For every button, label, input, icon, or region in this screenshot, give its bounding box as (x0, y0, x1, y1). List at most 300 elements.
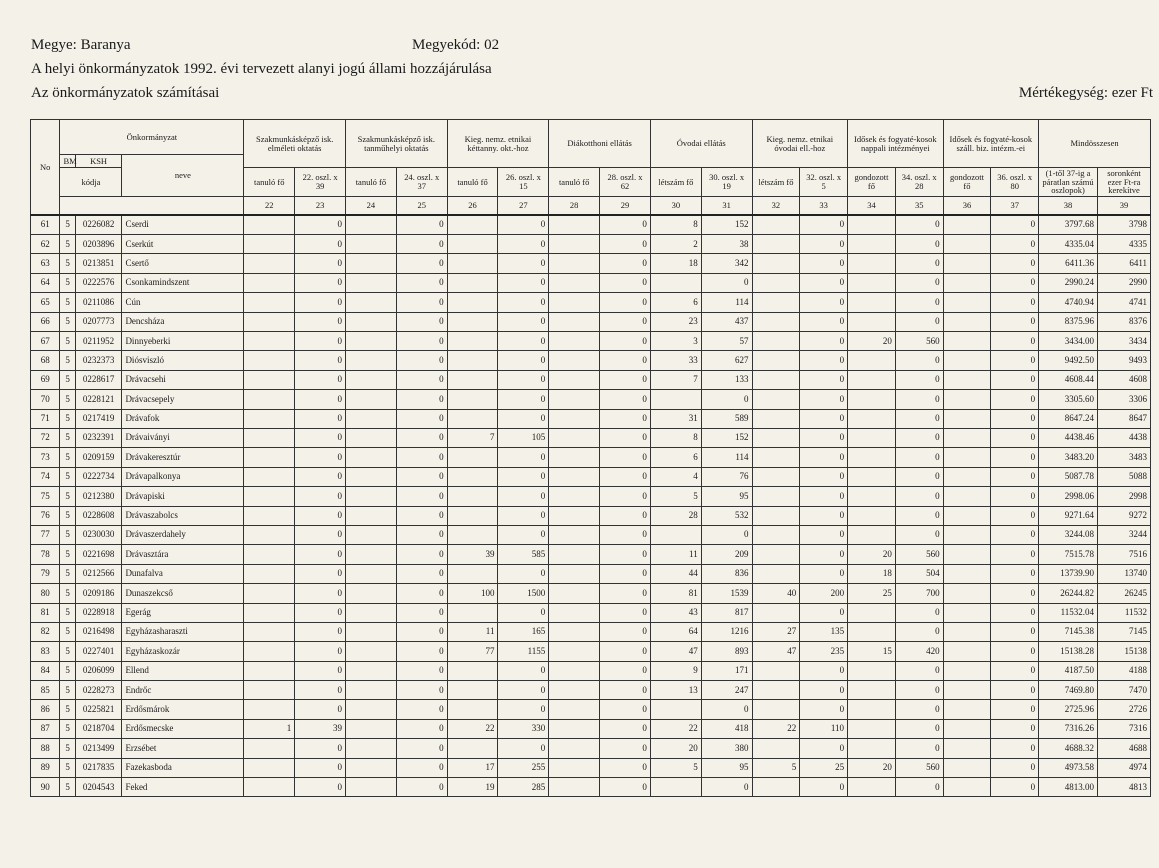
cell-c26 (447, 332, 498, 351)
cell-c36 (943, 370, 991, 389)
cell-c33: 0 (800, 603, 848, 622)
cell-c33: 0 (800, 545, 848, 564)
cell-c36 (943, 332, 991, 351)
subheader-cell: létszám fő (650, 168, 701, 197)
cell-c32 (752, 545, 800, 564)
cell-c27: 585 (498, 545, 549, 564)
cell-c29: 0 (600, 409, 651, 428)
column-number: 33 (800, 197, 848, 216)
cell-c39: 3244 (1098, 525, 1151, 544)
cell-c28 (549, 273, 600, 292)
cell-c25: 0 (396, 642, 447, 661)
cell-bm: 5 (60, 700, 75, 719)
cell-ksh: 0228617 (75, 370, 122, 389)
data-table (30, 119, 1151, 797)
cell-c35: 0 (895, 506, 943, 525)
cell-c24 (346, 487, 397, 506)
group-header: Kieg. nemz. etnikai óvodai ell.-hoz (752, 120, 848, 168)
cell-c24 (346, 564, 397, 583)
cell-c32 (752, 603, 800, 622)
cell-c33: 0 (800, 332, 848, 351)
cell-ksh: 0216498 (75, 622, 122, 641)
cell-c25: 0 (396, 564, 447, 583)
cell-name: Drávacsehi (122, 370, 244, 389)
col-onkormanyzat-header: Önkormányzat (60, 120, 244, 155)
cell-c29: 0 (600, 370, 651, 389)
cell-c23: 0 (295, 506, 346, 525)
cell-c30: 2 (650, 235, 701, 254)
cell-no: 76 (31, 506, 60, 525)
cell-c27: 255 (498, 758, 549, 777)
cell-c28 (549, 661, 600, 680)
cell-c35: 0 (895, 235, 943, 254)
cell-c32 (752, 564, 800, 583)
table-row (31, 351, 1151, 370)
cell-c33: 0 (800, 448, 848, 467)
cell-c24 (346, 545, 397, 564)
cell-c30: 33 (650, 351, 701, 370)
cell-c33: 0 (800, 409, 848, 428)
cell-c27: 0 (498, 332, 549, 351)
cell-c24 (346, 370, 397, 389)
cell-c34 (848, 429, 896, 448)
cell-c22 (244, 700, 295, 719)
cell-c32 (752, 778, 800, 797)
group-header: Kieg. nemz. etnikai kéttanny. okt.-hoz (447, 120, 549, 168)
cell-name: Egerág (122, 603, 244, 622)
cell-c29: 0 (600, 235, 651, 254)
cell-c38: 7515.78 (1039, 545, 1098, 564)
cell-c38: 4740.94 (1039, 293, 1098, 312)
cell-c30: 8 (650, 215, 701, 235)
cell-c31: 247 (701, 681, 752, 700)
cell-bm: 5 (60, 661, 75, 680)
cell-c39: 9493 (1098, 351, 1151, 370)
cell-ksh: 0222734 (75, 467, 122, 486)
cell-c35: 0 (895, 448, 943, 467)
cell-c30: 6 (650, 448, 701, 467)
cell-c29: 0 (600, 778, 651, 797)
cell-c38: 11532.04 (1039, 603, 1098, 622)
cell-c29: 0 (600, 758, 651, 777)
cell-c31: 152 (701, 215, 752, 235)
cell-c34 (848, 622, 896, 641)
cell-c32 (752, 506, 800, 525)
cell-c25: 0 (396, 467, 447, 486)
cell-c39: 4438 (1098, 429, 1151, 448)
cell-c31: 152 (701, 429, 752, 448)
cell-c26 (447, 351, 498, 370)
cell-c32 (752, 429, 800, 448)
cell-c39: 2998 (1098, 487, 1151, 506)
cell-c32 (752, 332, 800, 351)
cell-no: 88 (31, 739, 60, 758)
cell-no: 63 (31, 254, 60, 273)
cell-bm: 5 (60, 603, 75, 622)
cell-c27: 0 (498, 370, 549, 389)
table-row (31, 273, 1151, 292)
cell-c38: 13739.90 (1039, 564, 1098, 583)
cell-c39: 4741 (1098, 293, 1151, 312)
table-row (31, 681, 1151, 700)
cell-c26: 11 (447, 622, 498, 641)
cell-c27: 1155 (498, 642, 549, 661)
cell-c38: 4187.50 (1039, 661, 1098, 680)
cell-c35: 0 (895, 370, 943, 389)
cell-c25: 0 (396, 351, 447, 370)
cell-c28 (549, 409, 600, 428)
cell-c30: 5 (650, 487, 701, 506)
cell-c27: 165 (498, 622, 549, 641)
cell-c35: 0 (895, 390, 943, 409)
group-header: Idősek és fogyaté-kosok nappali intézményei (848, 120, 944, 168)
cell-c35: 0 (895, 467, 943, 486)
cell-c31: 1539 (701, 584, 752, 603)
cell-c26: 77 (447, 642, 498, 661)
cell-bm: 5 (60, 642, 75, 661)
table-row (31, 758, 1151, 777)
cell-c23: 0 (295, 778, 346, 797)
cell-c37: 0 (991, 564, 1039, 583)
cell-c34: 18 (848, 564, 896, 583)
cell-c27: 0 (498, 254, 549, 273)
cell-c37: 0 (991, 215, 1039, 235)
subheader-cell: 22. oszl. x 39 (295, 168, 346, 197)
cell-c35: 560 (895, 758, 943, 777)
cell-c38: 4688.32 (1039, 739, 1098, 758)
cell-c30: 22 (650, 719, 701, 738)
cell-c31: 38 (701, 235, 752, 254)
page-subtitle: Az önkormányzatok számításai (31, 85, 220, 101)
cell-c23: 0 (295, 564, 346, 583)
cell-c39: 3306 (1098, 390, 1151, 409)
cell-c36 (943, 584, 991, 603)
cell-c37: 0 (991, 390, 1039, 409)
cell-c28 (549, 584, 600, 603)
cell-c29: 0 (600, 545, 651, 564)
subheader-cell: gondozott fő (848, 168, 896, 197)
cell-c29: 0 (600, 351, 651, 370)
cell-c24 (346, 254, 397, 273)
cell-c25: 0 (396, 758, 447, 777)
cell-c31: 836 (701, 564, 752, 583)
cell-c34 (848, 603, 896, 622)
cell-c38: 6411.36 (1039, 254, 1098, 273)
cell-ksh: 0211086 (75, 293, 122, 312)
cell-no: 68 (31, 351, 60, 370)
cell-c35: 0 (895, 622, 943, 641)
cell-c22 (244, 506, 295, 525)
cell-c32 (752, 409, 800, 428)
cell-c38: 7316.26 (1039, 719, 1098, 738)
cell-c25: 0 (396, 254, 447, 273)
cell-c33: 0 (800, 778, 848, 797)
cell-c23: 0 (295, 215, 346, 235)
cell-c32 (752, 525, 800, 544)
column-number: 36 (943, 197, 991, 216)
table-row (31, 312, 1151, 331)
cell-c23: 0 (295, 622, 346, 641)
cell-c33: 135 (800, 622, 848, 641)
cell-c32 (752, 273, 800, 292)
cell-c37: 0 (991, 429, 1039, 448)
cell-c23: 0 (295, 525, 346, 544)
cell-c25: 0 (396, 215, 447, 235)
cell-bm: 5 (60, 332, 75, 351)
table-row (31, 409, 1151, 428)
cell-no: 87 (31, 719, 60, 738)
cell-c26 (447, 603, 498, 622)
cell-name: Drávaszabolcs (122, 506, 244, 525)
cell-c38: 15138.28 (1039, 642, 1098, 661)
cell-c34 (848, 448, 896, 467)
cell-name: Cún (122, 293, 244, 312)
cell-c38: 26244.82 (1039, 584, 1098, 603)
cell-c27: 0 (498, 390, 549, 409)
cell-no: 90 (31, 778, 60, 797)
cell-c28 (549, 332, 600, 351)
cell-c37: 0 (991, 235, 1039, 254)
cell-c34 (848, 293, 896, 312)
cell-c30: 44 (650, 564, 701, 583)
cell-c29: 0 (600, 622, 651, 641)
cell-c22 (244, 467, 295, 486)
cell-c34 (848, 215, 896, 235)
cell-c37: 0 (991, 681, 1039, 700)
cell-c38: 7145.38 (1039, 622, 1098, 641)
table-row (31, 739, 1151, 758)
cell-c32 (752, 293, 800, 312)
cell-c34: 20 (848, 332, 896, 351)
cell-c37: 0 (991, 487, 1039, 506)
cell-c27: 0 (498, 293, 549, 312)
cell-c36 (943, 312, 991, 331)
group-header: Szakmunkásképző isk. elméleti oktatás (244, 120, 346, 168)
cell-c23: 39 (295, 719, 346, 738)
cell-c35: 0 (895, 351, 943, 370)
cell-c30 (650, 273, 701, 292)
cell-c23: 0 (295, 487, 346, 506)
cell-c27: 0 (498, 409, 549, 428)
table-row (31, 661, 1151, 680)
cell-bm: 5 (60, 254, 75, 273)
cell-c31: 171 (701, 661, 752, 680)
group-header: Óvodai ellátás (650, 120, 752, 168)
cell-c27: 285 (498, 778, 549, 797)
cell-c24 (346, 235, 397, 254)
cell-c34 (848, 351, 896, 370)
cell-c25: 0 (396, 273, 447, 292)
cell-name: Csonkamindszent (122, 273, 244, 292)
cell-c22 (244, 622, 295, 641)
cell-c35: 0 (895, 273, 943, 292)
cell-c22: 1 (244, 719, 295, 738)
cell-c30: 81 (650, 584, 701, 603)
cell-c37: 0 (991, 506, 1039, 525)
cell-c26 (447, 506, 498, 525)
col-neve-header: neve (122, 155, 244, 197)
cell-c34 (848, 409, 896, 428)
cell-c37: 0 (991, 545, 1039, 564)
cell-c39: 7470 (1098, 681, 1151, 700)
cell-c33: 0 (800, 273, 848, 292)
cell-c31: 0 (701, 700, 752, 719)
cell-c28 (549, 622, 600, 641)
cell-c33: 0 (800, 487, 848, 506)
cell-c25: 0 (396, 448, 447, 467)
cell-c23: 0 (295, 642, 346, 661)
cell-c33: 0 (800, 390, 848, 409)
cell-c28 (549, 487, 600, 506)
cell-c39: 4188 (1098, 661, 1151, 680)
cell-c39: 4974 (1098, 758, 1151, 777)
cell-c26 (447, 409, 498, 428)
cell-c29: 0 (600, 448, 651, 467)
column-number: 25 (396, 197, 447, 216)
col-no-header: No (31, 120, 60, 216)
cell-c28 (549, 312, 600, 331)
unit-label: Mértékegység: ezer Ft (1018, 85, 1153, 101)
cell-c35: 0 (895, 681, 943, 700)
cell-c38: 8647.24 (1039, 409, 1098, 428)
cell-ksh: 0213499 (75, 739, 122, 758)
cell-c33: 110 (800, 719, 848, 738)
cell-c31: 114 (701, 448, 752, 467)
cell-c36 (943, 273, 991, 292)
cell-bm: 5 (60, 293, 75, 312)
cell-c38: 2998.06 (1039, 487, 1098, 506)
cell-c24 (346, 661, 397, 680)
cell-c28 (549, 448, 600, 467)
cell-c31: 817 (701, 603, 752, 622)
cell-c36 (943, 681, 991, 700)
cell-c39: 9272 (1098, 506, 1151, 525)
cell-c28 (549, 719, 600, 738)
cell-c23: 0 (295, 661, 346, 680)
cell-c28 (549, 370, 600, 389)
column-number: 23 (295, 197, 346, 216)
cell-c27: 0 (498, 487, 549, 506)
cell-bm: 5 (60, 273, 75, 292)
cell-c28 (549, 778, 600, 797)
cell-c29: 0 (600, 293, 651, 312)
cell-c25: 0 (396, 661, 447, 680)
cell-ksh: 0213851 (75, 254, 122, 273)
cell-c26 (447, 487, 498, 506)
cell-c22 (244, 448, 295, 467)
cell-c24 (346, 429, 397, 448)
cell-c23: 0 (295, 293, 346, 312)
column-number: 39 (1098, 197, 1151, 216)
cell-c23: 0 (295, 467, 346, 486)
cell-c28 (549, 564, 600, 583)
cell-no: 71 (31, 409, 60, 428)
table-row (31, 700, 1151, 719)
cell-c26: 39 (447, 545, 498, 564)
cell-name: Ellend (122, 661, 244, 680)
cell-c38: 9271.64 (1039, 506, 1098, 525)
cell-c25: 0 (396, 700, 447, 719)
cell-c22 (244, 254, 295, 273)
cell-c35: 0 (895, 293, 943, 312)
cell-c37: 0 (991, 448, 1039, 467)
cell-bm: 5 (60, 429, 75, 448)
cell-c37: 0 (991, 293, 1039, 312)
cell-c31: 627 (701, 351, 752, 370)
cell-c30: 28 (650, 506, 701, 525)
cell-c29: 0 (600, 584, 651, 603)
cell-c33: 0 (800, 370, 848, 389)
cell-c37: 0 (991, 739, 1039, 758)
cell-c33: 0 (800, 506, 848, 525)
cell-c39: 6411 (1098, 254, 1151, 273)
cell-c30: 64 (650, 622, 701, 641)
cell-c29: 0 (600, 332, 651, 351)
cell-c23: 0 (295, 739, 346, 758)
cell-c39: 4688 (1098, 739, 1151, 758)
cell-c31: 0 (701, 525, 752, 544)
cell-c39: 2726 (1098, 700, 1151, 719)
cell-c23: 0 (295, 390, 346, 409)
cell-c28 (549, 758, 600, 777)
cell-c28 (549, 506, 600, 525)
cell-c33: 235 (800, 642, 848, 661)
cell-c39: 8376 (1098, 312, 1151, 331)
cell-c36 (943, 661, 991, 680)
cell-c26 (447, 390, 498, 409)
cell-c25: 0 (396, 622, 447, 641)
cell-c22 (244, 487, 295, 506)
table-row (31, 429, 1151, 448)
cell-c32 (752, 351, 800, 370)
cell-c30: 31 (650, 409, 701, 428)
cell-c28 (549, 739, 600, 758)
cell-c28 (549, 351, 600, 370)
cell-c23: 0 (295, 332, 346, 351)
cell-c28 (549, 525, 600, 544)
cell-c30: 8 (650, 429, 701, 448)
cell-ksh: 0228918 (75, 603, 122, 622)
cell-name: Drávaszerdahely (122, 525, 244, 544)
cell-c39: 4335 (1098, 235, 1151, 254)
cell-c31: 133 (701, 370, 752, 389)
cell-c22 (244, 739, 295, 758)
cell-c34 (848, 487, 896, 506)
column-number: 26 (447, 197, 498, 216)
cell-no: 84 (31, 661, 60, 680)
cell-c23: 0 (295, 681, 346, 700)
cell-c32: 22 (752, 719, 800, 738)
column-number: 22 (244, 197, 295, 216)
cell-c34 (848, 390, 896, 409)
cell-c39: 7316 (1098, 719, 1151, 738)
cell-c32: 5 (752, 758, 800, 777)
cell-c29: 0 (600, 603, 651, 622)
cell-c36 (943, 525, 991, 544)
cell-c32 (752, 700, 800, 719)
cell-c26 (447, 312, 498, 331)
cell-ksh: 0225821 (75, 700, 122, 719)
cell-c28 (549, 293, 600, 312)
cell-ksh: 0222576 (75, 273, 122, 292)
cell-c32 (752, 370, 800, 389)
cell-c30: 9 (650, 661, 701, 680)
cell-c27: 0 (498, 312, 549, 331)
table-row (31, 642, 1151, 661)
cell-c36 (943, 254, 991, 273)
column-number: 32 (752, 197, 800, 216)
cell-c30: 47 (650, 642, 701, 661)
